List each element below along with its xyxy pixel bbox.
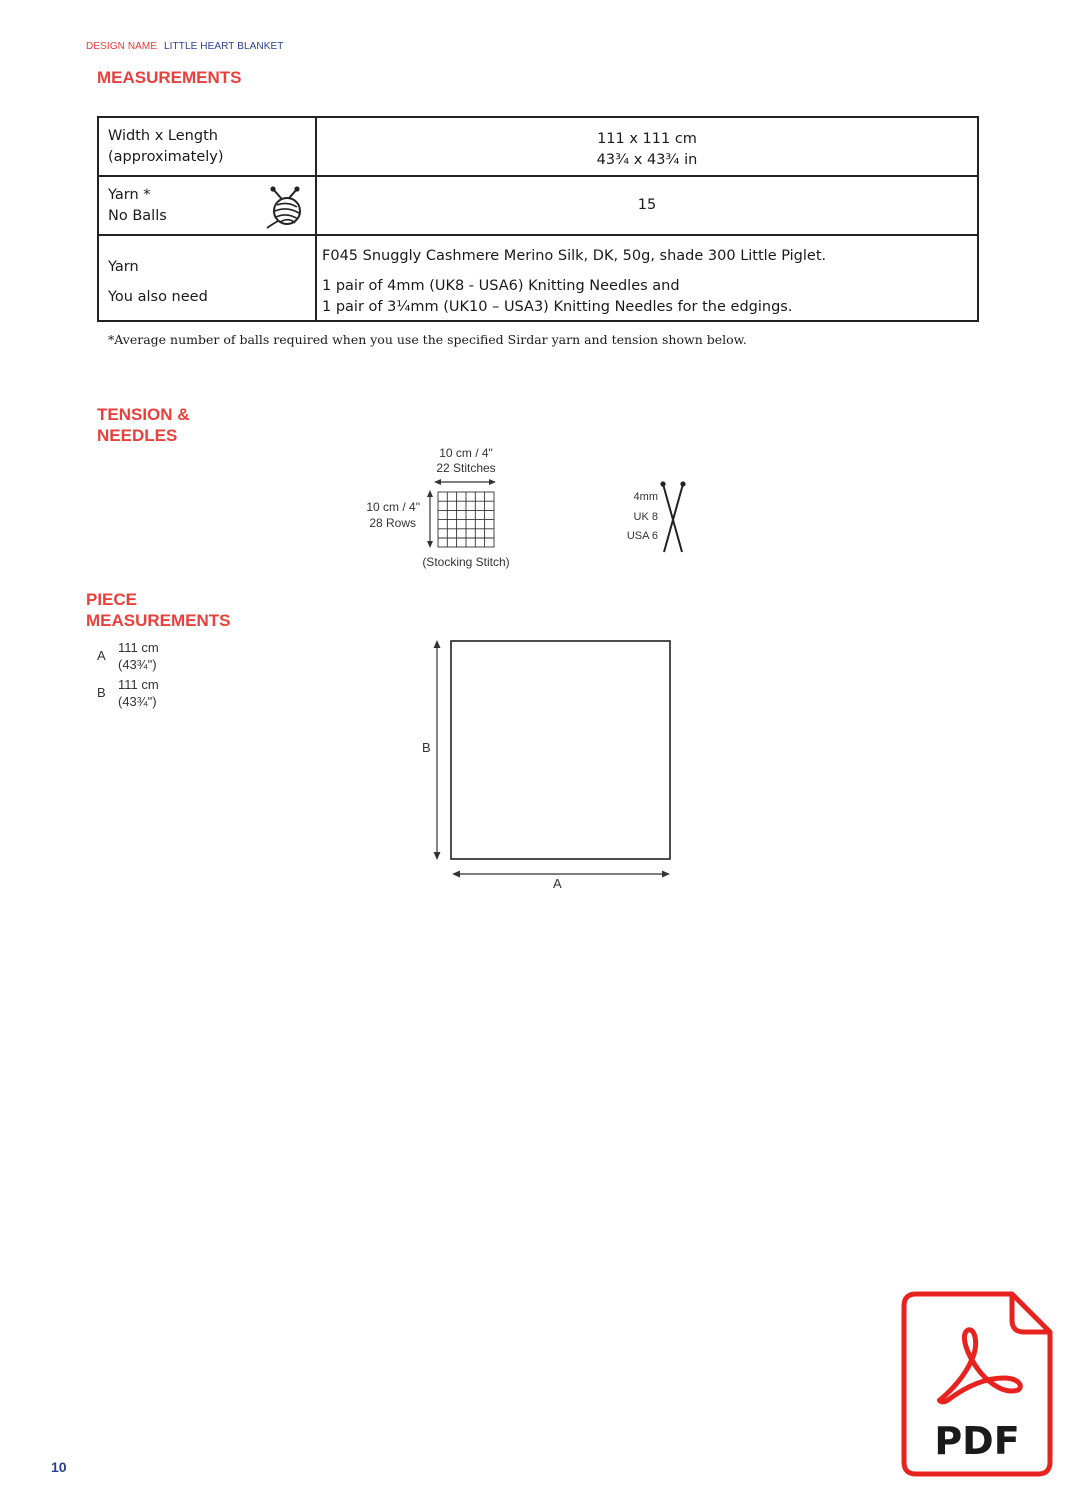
design-name-label: DESIGN NAME: [86, 41, 158, 52]
tension-heading-line2: NEEDLES: [97, 426, 178, 445]
needle-size-usa: USA 6: [626, 530, 658, 542]
design-name-value: LITTLE HEART BLANKET: [164, 41, 284, 52]
tension-width-label: 10 cm / 4": [439, 446, 493, 460]
needle-size-mm: 4mm: [633, 491, 658, 503]
table-cell-label: [98, 176, 316, 235]
tension-swatch-diagram: [420, 474, 510, 554]
balls-note: *Average number of balls required when you use the specified Sirdar yarn and tension shown below.: [108, 332, 747, 347]
blanket-piece-diagram: [425, 635, 680, 885]
knitting-needles-icon: [658, 478, 688, 556]
table-row: [98, 176, 978, 235]
yarn-description: F045 Snuggly Cashmere Merino Silk, DK, 50g, shade 300 Little Piglet.: [322, 248, 827, 264]
diagram-label-a: A: [553, 876, 562, 891]
needles-line-1: 1 pair of 4mm (UK8 - USA6) Knitting Needles and: [322, 278, 680, 294]
no-balls-value: 15: [637, 197, 657, 213]
piece-letter-b: B: [97, 685, 106, 700]
size-label-line1: Width x Length: [108, 127, 218, 144]
pdf-label: PDF: [934, 1419, 1020, 1463]
tension-stitches-label: 22 Stitches: [436, 461, 496, 475]
no-balls-label: No Balls: [108, 207, 167, 224]
tension-heading-line1: TENSION &: [97, 405, 190, 424]
table-cell-label: [98, 117, 316, 176]
size-value-cm: 111 x 111 cm: [597, 130, 697, 147]
table-row: [98, 117, 978, 176]
tension-heading: [97, 404, 190, 446]
table-row: [98, 235, 978, 321]
page-number: 10: [51, 1459, 67, 1475]
piece-a-in: (43¾"): [118, 657, 157, 672]
table-cell-value: [316, 235, 978, 321]
also-need-label: You also need: [108, 288, 208, 305]
pdf-file-icon[interactable]: [900, 1290, 1056, 1480]
table-cell-label: [98, 235, 316, 321]
size-value-in: 43¾ x 43¾ in: [596, 151, 698, 168]
yarn-row-label: Yarn: [108, 258, 139, 275]
piece-a-cm: 111 cm: [118, 640, 159, 655]
measurements-heading: MEASUREMENTS: [97, 68, 242, 87]
piece-heading-line1: PIECE: [86, 590, 138, 609]
tension-height-label: 10 cm / 4": [366, 500, 420, 514]
stocking-stitch-label: (Stocking Stitch): [422, 555, 510, 569]
tension-rows-label: 28 Rows: [369, 516, 416, 530]
needles-line-2: 1 pair of 3¼mm (UK10 – USA3) Knitting Needles for the edgings.: [322, 299, 793, 315]
yarn-label: Yarn *: [108, 186, 151, 203]
piece-b-in: (43¾"): [118, 694, 157, 709]
design-header: [86, 41, 283, 52]
size-label-line2: (approximately): [108, 148, 224, 165]
piece-measurements-heading: [86, 589, 231, 631]
yarn-ball-icon: [265, 185, 305, 229]
table-cell-value: [316, 117, 978, 176]
table-cell-value: [316, 176, 978, 235]
measurements-table: [97, 116, 979, 322]
piece-letter-a: A: [97, 648, 106, 663]
needle-size-uk: UK 8: [633, 511, 658, 523]
diagram-label-b: B: [422, 740, 431, 755]
piece-heading-line2: MEASUREMENTS: [86, 611, 231, 630]
piece-b-cm: 111 cm: [118, 677, 159, 692]
